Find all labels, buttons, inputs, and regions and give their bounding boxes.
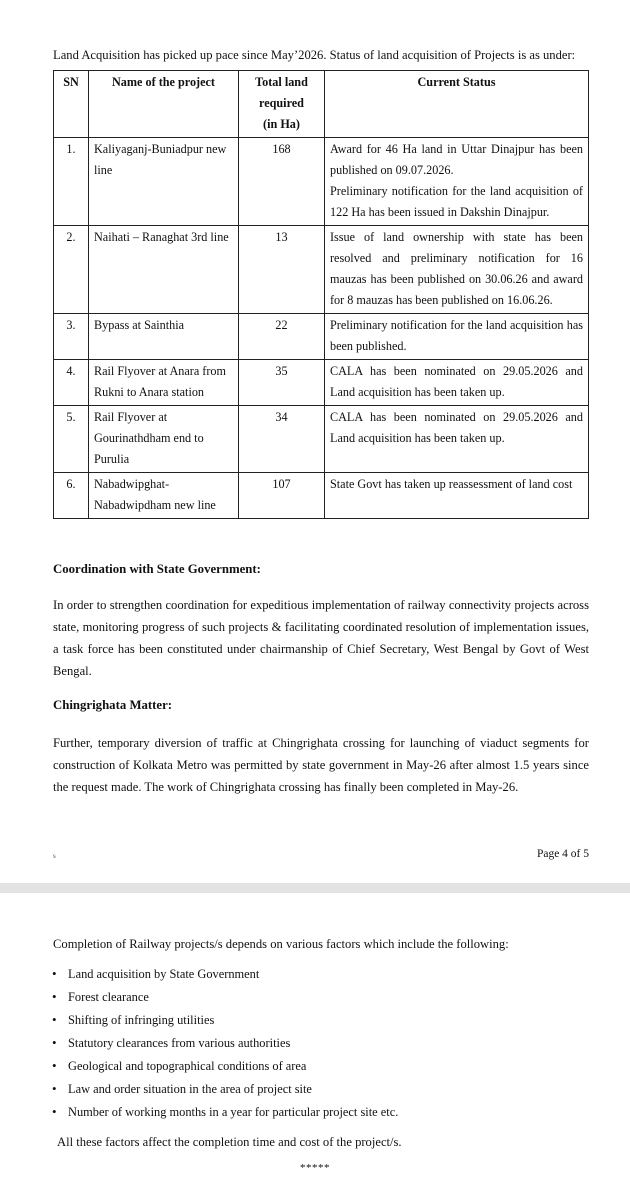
- land-acquisition-table: [53, 70, 589, 519]
- header-sn: SN: [54, 71, 89, 138]
- row-total-land: 34: [239, 406, 325, 473]
- bullet-icon: •: [52, 1012, 57, 1027]
- chingrighata-paragraph: Further, temporary diversion of traffic at Chingrighata crossing for launching of viaduct segments for construction of Kolkata Metro was permitted by state government in May-26 after almost 1.5 years since the request made. The work of Chingrighata crossing has finally been completed in May-26.: [53, 736, 589, 794]
- row-sn: 6.: [54, 473, 89, 519]
- header-total-land-line: Total land: [255, 75, 308, 89]
- row-current-status: [325, 360, 589, 406]
- header-total-land: [239, 71, 325, 138]
- row-sn: 2.: [54, 226, 89, 314]
- bullet-icon: •: [52, 1104, 57, 1119]
- row-sn: 3.: [54, 314, 89, 360]
- list-item-text: Number of working months in a year for particular project site etc.: [68, 1105, 399, 1119]
- list-item: [52, 1100, 398, 1123]
- list-item-text: Statutory clearances from various authorities: [68, 1036, 291, 1050]
- status-paragraph: CALA has been nominated on 29.05.2026 and Land acquisition has been taken up.: [330, 410, 583, 445]
- bullet-icon: •: [52, 989, 57, 1004]
- table-row: [54, 360, 589, 406]
- table-row: [54, 226, 589, 314]
- footer-mark: s: [53, 852, 56, 860]
- row-sn: 4.: [54, 360, 89, 406]
- row-total-land: 13: [239, 226, 325, 314]
- row-project-name: Kaliyaganj-Buniadpur new line: [89, 138, 239, 226]
- status-paragraph: CALA has been nominated on 29.05.2026 and Land acquisition has been taken up.: [330, 364, 583, 399]
- list-item: [52, 1054, 398, 1077]
- row-project-name: Rail Flyover at Anara from Rukni to Anara station: [89, 360, 239, 406]
- status-paragraph: Award for 46 Ha land in Uttar Dinajpur has been published on 09.07.2026.: [330, 142, 583, 177]
- list-item-text: Shifting of infringing utilities: [68, 1013, 215, 1027]
- bullet-icon: •: [52, 1081, 57, 1096]
- row-current-status: [325, 226, 589, 314]
- row-total-land: 22: [239, 314, 325, 360]
- land-acquisition-intro: Land Acquisition has picked up pace since May’2026. Status of land acquisition of Projects is as under:: [53, 48, 576, 62]
- list-item-text: Land acquisition by State Government: [68, 967, 260, 981]
- row-project-name: Nabadwipghat-Nabadwipdham new line: [89, 473, 239, 519]
- end-mark: *****: [300, 1162, 330, 1174]
- bullet-icon: •: [52, 966, 57, 981]
- status-paragraph: Issue of land ownership with state has been resolved and preliminary notification for 16 mauzas has been published on 30.06.26 and award for 8 mauzas has been published on 16.06.26.: [330, 230, 583, 307]
- list-item: [52, 1077, 398, 1100]
- bullet-icon: •: [52, 1058, 57, 1073]
- table-row: [54, 314, 589, 360]
- table-row: [54, 406, 589, 473]
- list-item-text: Forest clearance: [68, 990, 149, 1004]
- list-item: [52, 1031, 398, 1054]
- row-current-status: [325, 406, 589, 473]
- header-project-name: Name of the project: [89, 71, 239, 138]
- row-sn: 5.: [54, 406, 89, 473]
- closing-statement: All these factors affect the completion time and cost of the project/s.: [57, 1135, 402, 1149]
- list-item: [52, 985, 398, 1008]
- list-item: [52, 1008, 398, 1031]
- row-project-name: Rail Flyover at Gourinathdham end to Purulia: [89, 406, 239, 473]
- header-total-land-line: required: [259, 96, 304, 110]
- row-total-land: 107: [239, 473, 325, 519]
- list-item-text: Geological and topographical conditions of area: [68, 1059, 307, 1073]
- page-number: Page 4 of 5: [536, 848, 589, 860]
- coordination-paragraph: In order to strengthen coordination for expeditious implementation of railway connectivity projects across state, monitoring progress of such projects & facilitating coordinated resolution of implementation issues, a task force has been constituted under chairmanship of Chief Secretary, West Bengal by Govt of West Bengal.: [53, 598, 589, 678]
- status-paragraph: State Govt has taken up reassessment of land cost: [330, 477, 573, 491]
- row-total-land: 168: [239, 138, 325, 226]
- row-sn: 1.: [54, 138, 89, 226]
- row-total-land: 35: [239, 360, 325, 406]
- table-row: [54, 138, 589, 226]
- chingrighata-heading: Chingrighata Matter:: [53, 698, 173, 712]
- row-project-name: Naihati – Ranaghat 3rd line: [89, 226, 239, 314]
- table-row: [54, 473, 589, 519]
- header-total-land-line: (in Ha): [263, 117, 300, 131]
- factors-list: [52, 962, 398, 1123]
- list-item-text: Law and order situation in the area of project site: [68, 1082, 312, 1096]
- coordination-heading: Coordination with State Government:: [53, 562, 261, 576]
- table-header-row: [54, 71, 589, 138]
- factors-intro: Completion of Railway projects/s depends on various factors which include the following:: [53, 937, 509, 951]
- row-project-name: Bypass at Sainthia: [89, 314, 239, 360]
- list-item: [52, 962, 398, 985]
- row-current-status: [325, 314, 589, 360]
- row-current-status: [325, 473, 589, 519]
- header-current-status: Current Status: [325, 71, 589, 138]
- row-current-status: [325, 138, 589, 226]
- status-paragraph: Preliminary notification for the land acquisition has been published.: [330, 318, 583, 353]
- bullet-icon: •: [52, 1035, 57, 1050]
- status-paragraph: Preliminary notification for the land acquisition of 122 Ha has been issued in Dakshin Dinajpur.: [330, 184, 583, 219]
